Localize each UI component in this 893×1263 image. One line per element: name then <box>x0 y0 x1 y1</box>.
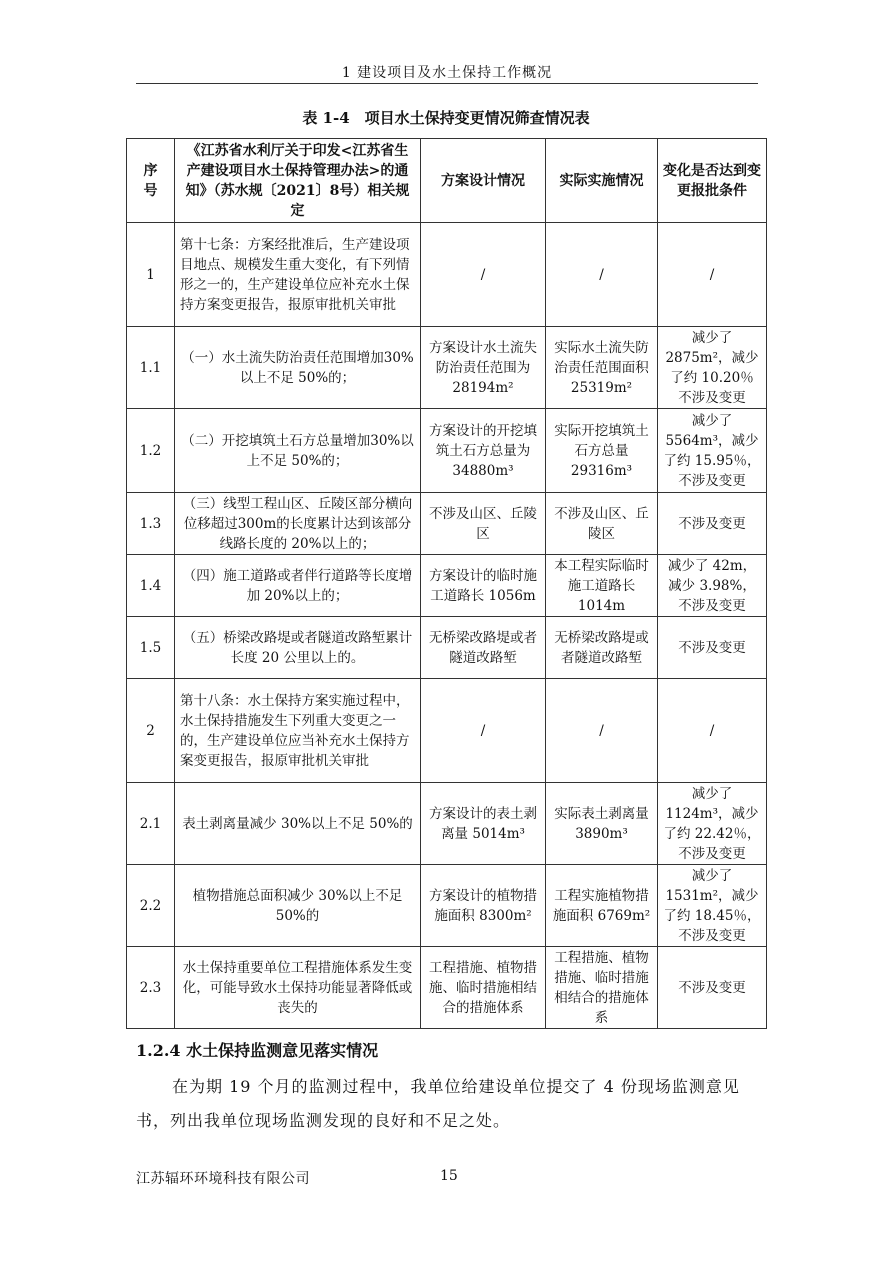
table-row <box>127 409 767 493</box>
row-design: 工程措施、植物措施、临时措施相结合的措施体系 <box>421 947 546 1029</box>
table-row <box>127 865 767 947</box>
running-header: 1 建设项目及水土保持工作概况 <box>341 65 553 81</box>
row-number: 2 <box>127 679 175 783</box>
row-regulation: （五）桥梁改路堤或者隧道改路堑累计长度 20 公里以上的。 <box>175 617 421 679</box>
row-result: 不涉及变更 <box>658 493 767 555</box>
row-design: 方案设计的植物措施面积 8300m² <box>421 865 546 947</box>
header-no: 序 号 <box>127 139 175 223</box>
row-number: 1.1 <box>127 327 175 409</box>
row-design: 方案设计的表土剥离量 5014m³ <box>421 783 546 865</box>
row-result: 减少了 2875m²，减少了约 10.20％ 不涉及变更 <box>658 327 767 409</box>
page-number: 15 <box>440 1168 458 1184</box>
row-regulation: 第十八条：水土保持方案实施过程中，水土保持措施发生下列重大变更之一的，生产建设单位应当补充水土保持方案变更报告，报原审批机关审批 <box>175 679 421 783</box>
table-row <box>127 555 767 617</box>
table-row <box>127 223 767 327</box>
row-design: 方案设计的临时施工道路长 1056m <box>421 555 546 617</box>
table-row <box>127 327 767 409</box>
row-result: / <box>658 223 767 327</box>
table-title: 表 1-4 项目水土保持变更情况筛查情况表 <box>302 109 590 127</box>
row-number: 2.1 <box>127 783 175 865</box>
row-regulation: 第十七条：方案经批准后，生产建设项目地点、规模发生重大变化，有下列情形之一的，生产建设单位应补充水土保持方案变更报告，报原审批机关审批 <box>175 223 421 327</box>
screening-table <box>126 138 767 1029</box>
row-regulation: 植物措施总面积减少 30%以上不足 50%的 <box>175 865 421 947</box>
row-design: 方案设计水土流失防治责任范围为 28194m² <box>421 327 546 409</box>
row-number: 1.2 <box>127 409 175 493</box>
row-actual: 无桥梁改路堤或者隧道改路堑 <box>546 617 658 679</box>
header-design: 方案设计情况 <box>421 139 546 223</box>
header-regulation: 《江苏省水利厅关于印发<江苏省生产建设项目水土保持管理办法>的通知》（苏水规〔2021〕8号）相关规定 <box>175 139 421 223</box>
footer-company: 江苏辐环环境科技有限公司 <box>136 1171 310 1187</box>
header-result: 变化是否达到变更报批条件 <box>658 139 767 223</box>
section-title: 1.2.4 水土保持监测意见落实情况 <box>136 1041 379 1060</box>
row-regulation: 表土剥离量减少 30%以上不足 50%的 <box>175 783 421 865</box>
row-design: / <box>421 223 546 327</box>
row-regulation: （四）施工道路或者伴行道路等长度增加 20%以上的； <box>175 555 421 617</box>
row-design: 方案设计的开挖填筑土石方总量为 34880m³ <box>421 409 546 493</box>
table-row <box>127 617 767 679</box>
row-regulation: （三）线型工程山区、丘陵区部分横向位移超过300m的长度累计达到该部分线路长度的 20%以上的； <box>175 493 421 555</box>
row-design: 无桥梁改路堤或者隧道改路堑 <box>421 617 546 679</box>
row-number: 1.3 <box>127 493 175 555</box>
row-actual: 不涉及山区、丘陵区 <box>546 493 658 555</box>
row-number: 2.2 <box>127 865 175 947</box>
body-paragraph: 在为期 19 个月的监测过程中，我单位给建设单位提交了 4 份现场监测意见书，列出我单位现场监测发现的良好和不足之处。 <box>136 1077 740 1130</box>
table-row <box>127 493 767 555</box>
row-actual: 工程措施、植物措施、临时措施相结合的措施体系 <box>546 947 658 1029</box>
row-regulation: （二）开挖填筑土石方总量增加30%以上不足 50%的； <box>175 409 421 493</box>
table-row <box>127 783 767 865</box>
row-number: 1.5 <box>127 617 175 679</box>
row-result: 减少了 1531m²，减少了约 18.45％，不涉及变更 <box>658 865 767 947</box>
table-row <box>127 947 767 1029</box>
row-actual: 本工程实际临时施工道路长 1014m <box>546 555 658 617</box>
header-rule <box>136 83 758 84</box>
row-design: / <box>421 679 546 783</box>
row-actual: 实际水土流失防治责任范围面积 25319m² <box>546 327 658 409</box>
row-design: 不涉及山区、丘陵区 <box>421 493 546 555</box>
row-actual: 实际开挖填筑土石方总量 29316m³ <box>546 409 658 493</box>
row-actual: 工程实施植物措施面积 6769m² <box>546 865 658 947</box>
row-result: 不涉及变更 <box>658 617 767 679</box>
row-result: / <box>658 679 767 783</box>
row-actual: 实际表土剥离量 3890m³ <box>546 783 658 865</box>
table-row <box>127 679 767 783</box>
table-header-row <box>127 139 767 223</box>
row-number: 1.4 <box>127 555 175 617</box>
row-result: 减少了 5564m³，减少了约 15.95％，不涉及变更 <box>658 409 767 493</box>
row-number: 1 <box>127 223 175 327</box>
row-actual: / <box>546 679 658 783</box>
row-result: 不涉及变更 <box>658 947 767 1029</box>
header-actual: 实际实施情况 <box>546 139 658 223</box>
row-regulation: 水土保持重要单位工程措施体系发生变化，可能导致水土保持功能显著降低或丧失的 <box>175 947 421 1029</box>
row-regulation: （一）水土流失防治责任范围增加30%以上不足 50%的； <box>175 327 421 409</box>
row-number: 2.3 <box>127 947 175 1029</box>
row-result: 减少了 42m，减少 3.98%，不涉及变更 <box>658 555 767 617</box>
row-actual: / <box>546 223 658 327</box>
row-result: 减少了 1124m³，减少了约 22.42％，不涉及变更 <box>658 783 767 865</box>
